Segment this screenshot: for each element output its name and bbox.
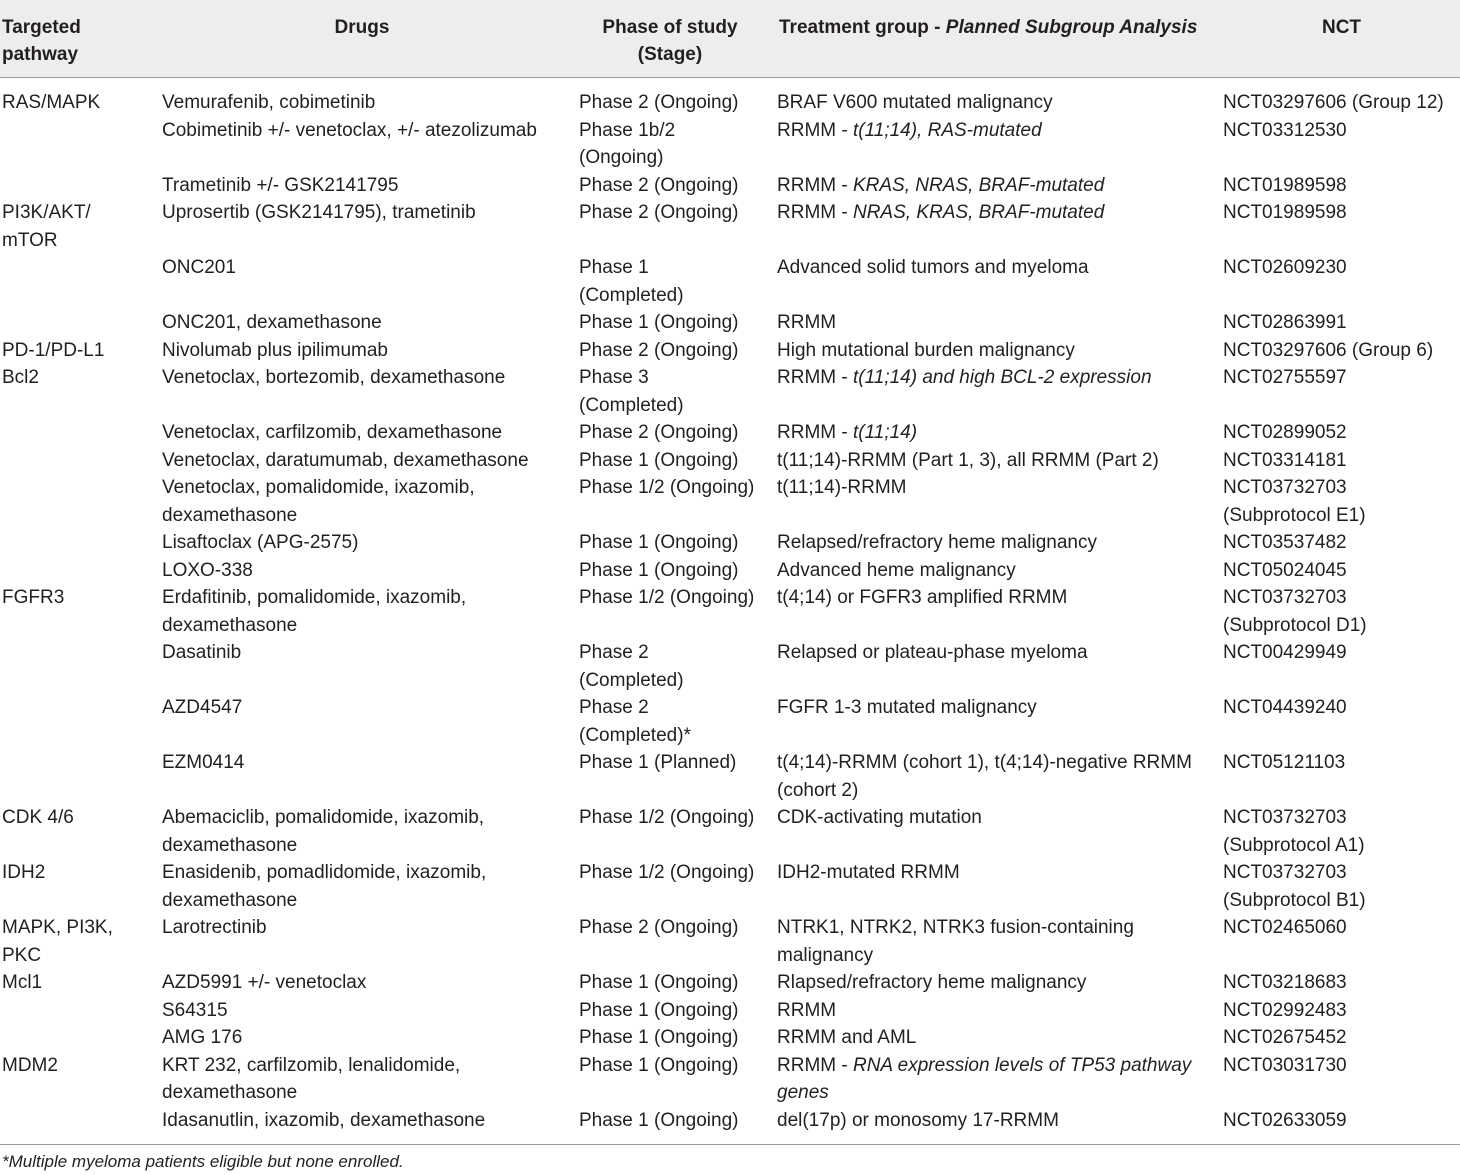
- group-plain-text: del(17p) or monosomy 17-RRMM: [777, 1109, 1059, 1131]
- cell-nct: [1223, 117, 1458, 145]
- cell-treatment-group-line: [777, 419, 1217, 447]
- header-targeted-pathway: [2, 14, 81, 68]
- cell-phase: [579, 749, 769, 777]
- cell-treatment-group-line: [777, 447, 1217, 475]
- cell-treatment-group: [777, 254, 1217, 282]
- group-plain-text: RRMM -: [777, 174, 853, 196]
- cell-nct: [1223, 749, 1458, 777]
- cell-drugs: [162, 969, 572, 997]
- cell-nct-line: NCT02755597: [1223, 367, 1347, 388]
- group-plain-text: RRMM and AML: [777, 1027, 917, 1048]
- cell-nct-line: NCT03314181: [1223, 449, 1347, 471]
- cell-phase-line: (Completed): [579, 284, 684, 306]
- cell-nct: [1223, 199, 1458, 227]
- cell-treatment-group-line: [777, 89, 1217, 117]
- cell-drugs: [162, 914, 572, 942]
- group-plain-text: RRMM: [777, 312, 837, 333]
- cell-phase-line: Phase 1b/2: [579, 119, 676, 141]
- cell-phase-line: Phase 1 (Ongoing): [579, 1027, 739, 1048]
- cell-drugs-line: AMG 176: [162, 1027, 243, 1048]
- cell-drugs: [162, 254, 572, 282]
- cell-nct: [1223, 914, 1458, 942]
- cell-drugs: [162, 117, 572, 145]
- cell-nct-line: NCT02633059: [1223, 1109, 1347, 1131]
- cell-drugs-line: dexamethasone: [162, 1082, 298, 1103]
- cell-treatment-group-line: [777, 804, 1217, 832]
- cell-pathway: [2, 859, 152, 887]
- cell-phase-line: Phase 2 (Ongoing): [579, 202, 739, 223]
- cell-drugs: [162, 1024, 572, 1052]
- cell-phase: [579, 859, 769, 887]
- cell-drugs-line: S64315: [162, 999, 228, 1021]
- cell-phase: [579, 1024, 769, 1052]
- cell-drugs-line: KRT 232, carfilzomib, lenalidomide,: [162, 1054, 461, 1076]
- cell-drugs-line: dexamethasone: [162, 889, 298, 911]
- cell-drugs: [162, 584, 572, 639]
- cell-treatment-group: [777, 749, 1217, 804]
- cell-phase: [579, 639, 769, 694]
- cell-treatment-group: [777, 1052, 1217, 1107]
- header-pathway-line: pathway: [2, 44, 79, 65]
- cell-treatment-group: [777, 364, 1217, 392]
- cell-drugs-line: Abemaciclib, pomalidomide, ixazomib,: [162, 807, 485, 828]
- cell-nct: [1223, 639, 1458, 667]
- cell-drugs-line: ONC201, dexamethasone: [162, 312, 382, 333]
- cell-treatment-group-line: [777, 639, 1217, 667]
- cell-phase-line: Phase 1 (Ongoing): [579, 972, 739, 993]
- cell-drugs: [162, 447, 572, 475]
- cell-nct: [1223, 804, 1458, 859]
- cell-phase: [579, 419, 769, 447]
- cell-drugs-line: Dasatinib: [162, 642, 242, 663]
- cell-nct-line: NCT02899052: [1223, 422, 1347, 443]
- group-plain-text: IDH2-mutated RRMM: [777, 862, 960, 883]
- cell-nct-line: NCT02675452: [1223, 1027, 1347, 1048]
- cell-nct-line: NCT02609230: [1223, 257, 1347, 278]
- cell-phase-line: Phase 1 (Ongoing): [579, 312, 739, 333]
- cell-treatment-group: [777, 694, 1217, 722]
- cell-drugs: [162, 557, 572, 585]
- cell-nct: [1223, 89, 1458, 117]
- cell-treatment-group-line: [777, 529, 1217, 557]
- bottom-rule: [0, 1144, 1460, 1145]
- cell-treatment-group-line: [777, 117, 1217, 145]
- cell-pathway: [2, 199, 152, 254]
- cell-drugs-line: Venetoclax, bortezomib, dexamethasone: [162, 367, 506, 388]
- cell-drugs: [162, 419, 572, 447]
- header-pathway-line: Targeted: [2, 17, 81, 38]
- cell-pathway: [2, 364, 152, 392]
- cell-drugs-line: ONC201: [162, 257, 236, 278]
- cell-pathway-line: Mcl1: [2, 972, 43, 993]
- cell-treatment-group-line: [777, 997, 1217, 1025]
- cell-drugs-line: Cobimetinib +/- venetoclax, +/- atezolizumab: [162, 119, 537, 141]
- cell-phase-line: Phase 1 (Ongoing): [579, 999, 739, 1021]
- cell-nct: [1223, 997, 1458, 1025]
- cell-phase: [579, 584, 769, 612]
- cell-phase-line: Phase 1 (Ongoing): [579, 532, 739, 553]
- cell-treatment-group: [777, 172, 1217, 200]
- cell-nct: [1223, 529, 1458, 557]
- cell-nct-line: NCT05121103: [1223, 752, 1346, 773]
- cell-phase: [579, 254, 769, 309]
- cell-drugs-line: Vemurafenib, cobimetinib: [162, 92, 376, 113]
- group-plain-text: Relapsed/refractory heme malignancy: [777, 532, 1097, 553]
- cell-treatment-group-line: [777, 172, 1217, 200]
- cell-drugs: [162, 694, 572, 722]
- cell-pathway-line: RAS/MAPK: [2, 92, 101, 113]
- cell-nct-line: NCT03732703: [1223, 477, 1347, 498]
- cell-phase: [579, 337, 769, 365]
- group-plain-text: CDK-activating mutation: [777, 807, 982, 828]
- group-plain-text: malignancy: [777, 944, 874, 966]
- cell-nct-line: (Subprotocol E1): [1223, 504, 1366, 526]
- cell-treatment-group: [777, 199, 1217, 227]
- cell-phase: [579, 914, 769, 942]
- cell-treatment-group-line: [777, 777, 1217, 805]
- group-italic-text: t(11;14) and high BCL-2 expression: [852, 367, 1152, 388]
- cell-drugs: [162, 859, 572, 914]
- cell-treatment-group-line: [777, 337, 1217, 365]
- cell-drugs-line: LOXO-338: [162, 559, 253, 581]
- cell-phase-line: Phase 1/2 (Ongoing): [579, 862, 755, 883]
- cell-drugs-line: EZM0414: [162, 752, 245, 773]
- table-header: [0, 0, 1460, 78]
- cell-treatment-group: [777, 639, 1217, 667]
- header-phase: [579, 14, 761, 68]
- cell-drugs-line: Venetoclax, carfilzomib, dexamethasone: [162, 422, 503, 443]
- group-plain-text: t(4;14)-RRMM (cohort 1), t(4;14)-negative RRMM: [777, 752, 1192, 773]
- group-italic-text: t(11;14): [852, 422, 918, 443]
- group-italic-text: t(11;14), RAS-mutated: [852, 119, 1042, 141]
- group-plain-text: Relapsed or plateau-phase myeloma: [777, 642, 1088, 663]
- cell-drugs-line: Venetoclax, pomalidomide, ixazomib,: [162, 477, 475, 498]
- cell-treatment-group-line: [777, 694, 1217, 722]
- cell-treatment-group: [777, 859, 1217, 887]
- cell-drugs: [162, 172, 572, 200]
- cell-nct-line: NCT02465060: [1223, 917, 1347, 938]
- cell-nct: [1223, 584, 1458, 639]
- cell-phase: [579, 1052, 769, 1080]
- group-plain-text: RRMM -: [777, 422, 853, 443]
- cell-drugs: [162, 529, 572, 557]
- group-plain-text: Advanced heme malignancy: [777, 559, 1016, 581]
- cell-treatment-group: [777, 117, 1217, 145]
- group-plain-text: RRMM -: [777, 119, 853, 141]
- cell-treatment-group-line: [777, 254, 1217, 282]
- cell-pathway-line: IDH2: [2, 862, 46, 883]
- cell-treatment-group-line: [777, 914, 1217, 942]
- cell-phase: [579, 309, 769, 337]
- cell-pathway: [2, 1052, 152, 1080]
- cell-phase-line: Phase 2 (Ongoing): [579, 422, 739, 443]
- header-treatment-group: [779, 14, 1197, 41]
- cell-nct-line: NCT03218683: [1223, 972, 1347, 993]
- cell-nct-line: (Subprotocol A1): [1223, 834, 1365, 856]
- cell-pathway-line: PD-1/PD-L1: [2, 339, 105, 361]
- cell-treatment-group-line: [777, 557, 1217, 585]
- cell-phase: [579, 694, 769, 749]
- cell-treatment-group-line: [777, 474, 1217, 502]
- cell-drugs: [162, 89, 572, 117]
- cell-drugs: [162, 749, 572, 777]
- cell-drugs-line: dexamethasone: [162, 614, 298, 636]
- cell-drugs: [162, 309, 572, 337]
- cell-phase-line: Phase 3: [579, 367, 649, 388]
- cell-nct: [1223, 309, 1458, 337]
- cell-pathway: [2, 804, 152, 832]
- cell-drugs: [162, 1052, 572, 1107]
- cell-pathway-line: CDK 4/6: [2, 807, 74, 828]
- cell-pathway-line: PI3K/AKT/: [2, 202, 91, 223]
- cell-treatment-group: [777, 557, 1217, 585]
- cell-phase-line: Phase 1/2 (Ongoing): [579, 587, 755, 608]
- cell-nct-line: NCT05024045: [1223, 559, 1347, 581]
- cell-pathway-line: MAPK, PI3K,: [2, 917, 113, 938]
- cell-nct-line: NCT02863991: [1223, 312, 1347, 333]
- cell-nct: [1223, 172, 1458, 200]
- cell-phase-line: Phase 1 (Ongoing): [579, 559, 739, 581]
- cell-phase-line: Phase 2: [579, 642, 649, 663]
- cell-drugs-line: Enasidenib, pomadlidomide, ixazomib,: [162, 862, 487, 883]
- cell-treatment-group-line: [777, 584, 1217, 612]
- cell-pathway-line: mTOR: [2, 229, 58, 251]
- cell-drugs-line: Lisaftoclax (APG-2575): [162, 532, 359, 553]
- cell-phase-line: Phase 1 (Ongoing): [579, 1054, 739, 1076]
- cell-treatment-group: [777, 447, 1217, 475]
- cell-nct: [1223, 969, 1458, 997]
- cell-phase-line: (Completed): [579, 669, 684, 691]
- group-plain-text: RRMM -: [777, 367, 853, 388]
- cell-phase: [579, 1107, 769, 1135]
- cell-treatment-group: [777, 309, 1217, 337]
- cell-phase-line: (Completed): [579, 394, 684, 416]
- group-italic-text: genes: [777, 1082, 829, 1103]
- cell-nct: [1223, 364, 1458, 392]
- cell-treatment-group-line: [777, 309, 1217, 337]
- cell-nct-line: NCT03732703: [1223, 587, 1347, 608]
- cell-pathway: [2, 969, 152, 997]
- header-phase-line: (Stage): [637, 44, 703, 65]
- group-plain-text: Advanced solid tumors and myeloma: [777, 257, 1089, 278]
- cell-treatment-group: [777, 1024, 1217, 1052]
- cell-drugs: [162, 474, 572, 529]
- cell-drugs-line: Nivolumab plus ipilimumab: [162, 339, 388, 361]
- cell-phase-line: Phase 2 (Ongoing): [579, 174, 739, 196]
- cell-nct: [1223, 694, 1458, 722]
- header-phase-line: Phase of study: [602, 17, 738, 38]
- cell-pathway: [2, 89, 152, 117]
- cell-treatment-group: [777, 474, 1217, 502]
- cell-treatment-group: [777, 337, 1217, 365]
- cell-drugs-line: AZD5991 +/- venetoclax: [162, 972, 367, 993]
- cell-treatment-group-line: [777, 859, 1217, 887]
- cell-nct-line: NCT02992483: [1223, 999, 1347, 1021]
- cell-drugs: [162, 337, 572, 365]
- cell-nct-line: NCT03297606 (Group 6): [1223, 339, 1434, 361]
- cell-treatment-group: [777, 969, 1217, 997]
- cell-phase-line: Phase 1 (Ongoing): [579, 1109, 739, 1131]
- cell-drugs-line: dexamethasone: [162, 834, 298, 856]
- cell-pathway-line: PKC: [2, 944, 42, 966]
- cell-nct: [1223, 859, 1458, 914]
- group-plain-text: High mutational burden malignancy: [777, 339, 1075, 361]
- header-drugs: Drugs: [334, 17, 390, 38]
- cell-treatment-group-line: [777, 1079, 1217, 1107]
- cell-phase-line: Phase 1/2 (Ongoing): [579, 477, 755, 498]
- cell-nct: [1223, 1107, 1458, 1135]
- cell-phase: [579, 89, 769, 117]
- cell-drugs-line: dexamethasone: [162, 504, 298, 526]
- cell-treatment-group-line: [777, 1024, 1217, 1052]
- group-italic-text: RNA expression levels of TP53 pathway: [852, 1054, 1192, 1076]
- cell-drugs-line: AZD4547: [162, 697, 243, 718]
- cell-drugs-line: Erdafitinib, pomalidomide, ixazomib,: [162, 587, 467, 608]
- group-italic-text: NRAS, KRAS, BRAF-mutated: [852, 202, 1105, 223]
- cell-treatment-group: [777, 584, 1217, 612]
- cell-nct-line: NCT04439240: [1223, 697, 1347, 718]
- cell-treatment-group: [777, 89, 1217, 117]
- cell-nct-line: NCT01989598: [1223, 174, 1347, 196]
- group-plain-text: RRMM -: [777, 1054, 853, 1076]
- cell-nct-line: NCT00429949: [1223, 642, 1347, 663]
- cell-phase-line: Phase 2 (Ongoing): [579, 92, 739, 113]
- cell-pathway: [2, 337, 152, 365]
- cell-phase-line: Phase 2: [579, 697, 649, 718]
- cell-treatment-group-line: [777, 1052, 1217, 1080]
- group-plain-text: Rlapsed/refractory heme malignancy: [777, 972, 1087, 993]
- cell-pathway-line: FGFR3: [2, 587, 65, 608]
- cell-treatment-group-line: [777, 1107, 1217, 1135]
- footnote: *Multiple myeloma patients eligible but none enrolled.: [2, 1152, 404, 1171]
- cell-phase: [579, 997, 769, 1025]
- cell-nct: [1223, 1024, 1458, 1052]
- cell-phase-line: Phase 2 (Ongoing): [579, 917, 739, 938]
- cell-treatment-group-line: [777, 749, 1217, 777]
- group-plain-text: t(11;14)-RRMM: [777, 477, 907, 498]
- cell-treatment-group-line: [777, 199, 1217, 227]
- header-nct: NCT: [1321, 17, 1362, 38]
- cell-nct: [1223, 337, 1458, 365]
- cell-nct-line: (Subprotocol B1): [1223, 889, 1366, 911]
- group-italic-text: KRAS, NRAS, BRAF-mutated: [852, 174, 1105, 196]
- cell-treatment-group-line: [777, 969, 1217, 997]
- cell-nct: [1223, 447, 1458, 475]
- cell-nct: [1223, 1052, 1458, 1080]
- cell-phase-line: Phase 1 (Ongoing): [579, 449, 739, 471]
- cell-treatment-group: [777, 529, 1217, 557]
- cell-nct-line: NCT03312530: [1223, 119, 1347, 141]
- cell-pathway: [2, 584, 152, 612]
- group-plain-text: t(4;14) or FGFR3 amplified RRMM: [777, 587, 1068, 608]
- cell-nct-line: NCT03537482: [1223, 532, 1347, 553]
- cell-phase-line: Phase 1 (Planned): [579, 752, 737, 773]
- cell-drugs-line: Venetoclax, daratumumab, dexamethasone: [162, 449, 529, 471]
- cell-pathway-line: MDM2: [2, 1054, 58, 1076]
- group-plain-text: NTRK1, NTRK2, NTRK3 fusion-containing: [777, 917, 1134, 938]
- header-group-plain: Treatment group -: [779, 17, 946, 38]
- cell-nct: [1223, 419, 1458, 447]
- cell-pathway: [2, 914, 152, 969]
- group-plain-text: BRAF V600 mutated malignancy: [777, 92, 1053, 113]
- cell-phase: [579, 804, 769, 832]
- cell-nct-line: NCT03031730: [1223, 1054, 1347, 1076]
- group-plain-text: (cohort 2): [777, 779, 859, 801]
- group-plain-text: RRMM: [777, 999, 837, 1021]
- cell-treatment-group: [777, 914, 1217, 969]
- cell-phase: [579, 474, 769, 502]
- cell-drugs: [162, 997, 572, 1025]
- cell-phase: [579, 117, 769, 172]
- cell-phase-line: (Completed)*: [579, 724, 691, 746]
- cell-nct: [1223, 254, 1458, 282]
- cell-drugs: [162, 364, 572, 392]
- cell-phase-line: Phase 1/2 (Ongoing): [579, 807, 755, 828]
- group-plain-text: t(11;14)-RRMM (Part 1, 3), all RRMM (Part 2): [777, 449, 1159, 471]
- cell-nct-line: (Subprotocol D1): [1223, 614, 1367, 636]
- cell-drugs-line: Idasanutlin, ixazomib, dexamethasone: [162, 1109, 486, 1131]
- cell-phase: [579, 969, 769, 997]
- cell-phase-line: Phase 1: [579, 257, 649, 278]
- cell-phase-line: (Ongoing): [579, 147, 664, 168]
- cell-nct: [1223, 474, 1458, 529]
- cell-phase: [579, 364, 769, 419]
- cell-treatment-group: [777, 1107, 1217, 1135]
- cell-drugs: [162, 639, 572, 667]
- cell-nct-line: NCT03732703: [1223, 807, 1347, 828]
- cell-nct: [1223, 557, 1458, 585]
- group-plain-text: FGFR 1-3 mutated malignancy: [777, 697, 1037, 718]
- cell-nct-line: NCT01989598: [1223, 202, 1347, 223]
- cell-phase: [579, 447, 769, 475]
- header-group-italic: Planned Subgroup Analysis: [945, 17, 1198, 38]
- cell-nct-line: NCT03732703: [1223, 862, 1347, 883]
- cell-treatment-group: [777, 997, 1217, 1025]
- cell-nct-line: NCT03297606 (Group 12): [1223, 92, 1444, 113]
- cell-phase: [579, 529, 769, 557]
- cell-drugs-line: Larotrectinib: [162, 917, 267, 938]
- cell-phase: [579, 557, 769, 585]
- cell-drugs-line: Trametinib +/- GSK2141795: [162, 174, 399, 196]
- cell-phase: [579, 199, 769, 227]
- cell-treatment-group-line: [777, 942, 1217, 970]
- cell-treatment-group: [777, 804, 1217, 832]
- cell-drugs: [162, 199, 572, 227]
- group-plain-text: RRMM -: [777, 202, 853, 223]
- cell-treatment-group: [777, 419, 1217, 447]
- cell-phase: [579, 172, 769, 200]
- cell-phase-line: Phase 2 (Ongoing): [579, 339, 739, 361]
- cell-drugs: [162, 804, 572, 859]
- cell-drugs: [162, 1107, 572, 1135]
- cell-treatment-group-line: [777, 364, 1217, 392]
- cell-pathway-line: Bcl2: [2, 367, 39, 388]
- cell-drugs-line: Uprosertib (GSK2141795), trametinib: [162, 202, 476, 223]
